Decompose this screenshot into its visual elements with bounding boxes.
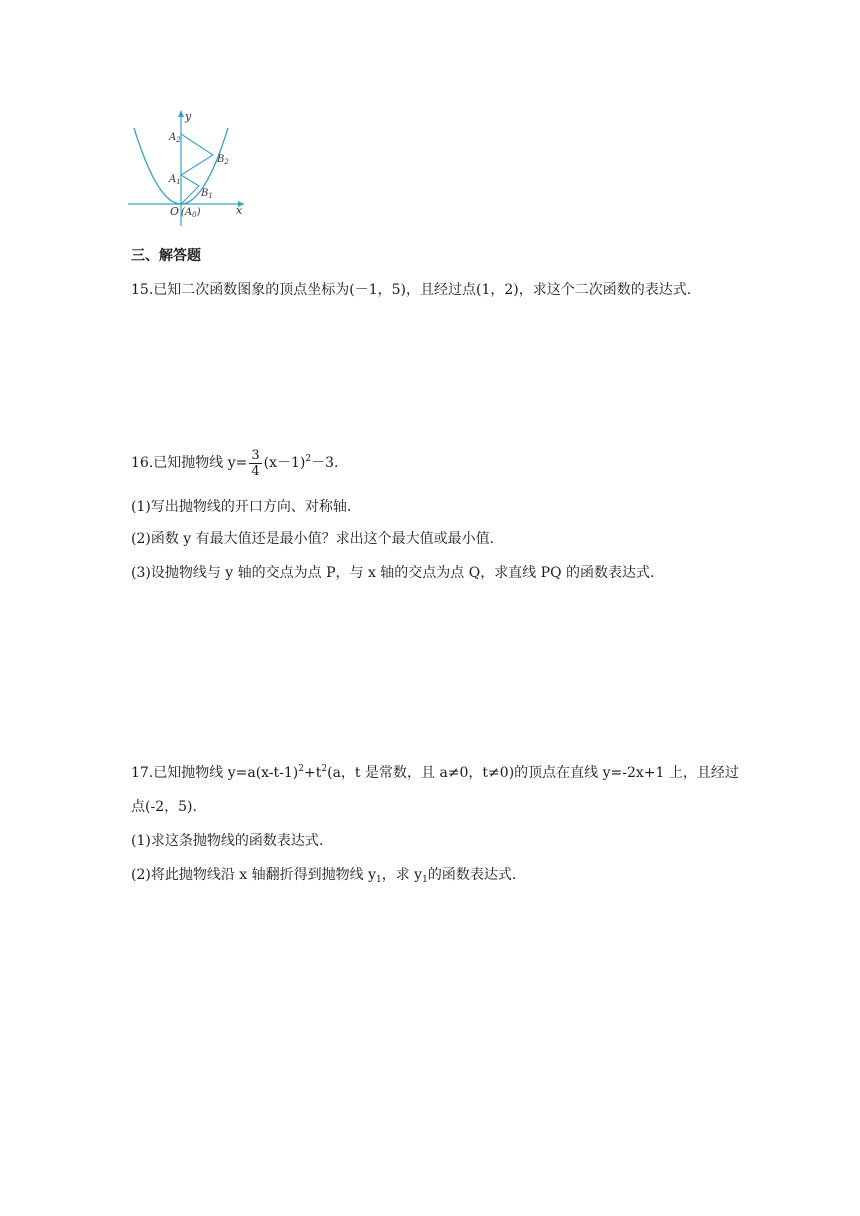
- point-label-b1: $B_1$: [201, 188, 213, 200]
- q17-exp-1: 2: [298, 764, 305, 774]
- q16-frac-den: 4: [251, 463, 260, 479]
- origin-alias-label: $(A_0)$: [181, 207, 201, 219]
- y-axis-arrow: [178, 110, 184, 117]
- point-label-a1: $A_1$: [169, 174, 181, 186]
- q16-fraction: [249, 448, 261, 479]
- axis-y-label: y: [185, 110, 192, 123]
- q17-line1-a: 17.已知抛物线 y=a(x-t-1): [131, 765, 299, 781]
- origin-label: O: [170, 205, 180, 218]
- q17-exp-2: 2: [321, 764, 328, 774]
- point-label-a2: $A_2$: [169, 132, 181, 144]
- q17-p2-a: (2)将此抛物线沿 x 轴翻折得到抛物线 y: [131, 867, 376, 883]
- axis-x-label: x: [236, 204, 243, 217]
- point-label-b2: $B_2$: [217, 154, 229, 166]
- question-16-part-2: (2)函数 y 有最大值还是最小值？求出这个最大值或最小值.: [131, 531, 495, 547]
- q17-line1-b: +t: [304, 765, 322, 781]
- q17-p2-c: 的函数表达式.: [427, 867, 517, 883]
- q16-exponent: 2: [305, 454, 312, 464]
- q17-line1-c: (a，t 是常数，且 a≠0，t≠0)的顶点在直线 y=-2x+1 上，且经过: [327, 765, 739, 781]
- question-17-line-2: 点(-2，5).: [131, 799, 197, 815]
- question-17-line-1: [131, 763, 739, 783]
- question-16-part-3: (3)设抛物线与 y 轴的交点为点 P，与 x 轴的交点为点 Q，求直线 PQ 的函数表达式.: [131, 565, 655, 581]
- question-16-stem: [131, 446, 338, 480]
- question-17-part-2: [131, 865, 516, 885]
- q17-p2-b: ，求 y: [381, 867, 423, 883]
- q17-p2-sub-2: 1: [422, 875, 428, 885]
- question-17-part-1: (1)求这条抛物线的函数表达式.: [131, 833, 324, 849]
- parabola-figure: [120, 100, 260, 230]
- question-16-part-1: (1)写出抛物线的开口方向、对称轴.: [131, 499, 352, 515]
- q17-p2-sub-1: 1: [376, 875, 382, 885]
- q16-prefix: 16.已知抛物线 y=: [131, 455, 248, 471]
- section-title: 三、解答题: [131, 248, 201, 264]
- question-15: 15.已知二次函数图象的顶点坐标为(－1，5)，且经过点(1，2)，求这个二次函数的表达式.: [131, 282, 692, 298]
- q16-after-frac: (x－1): [263, 455, 306, 471]
- q16-tail: －3.: [311, 455, 339, 471]
- q16-frac-num: 3: [251, 447, 260, 463]
